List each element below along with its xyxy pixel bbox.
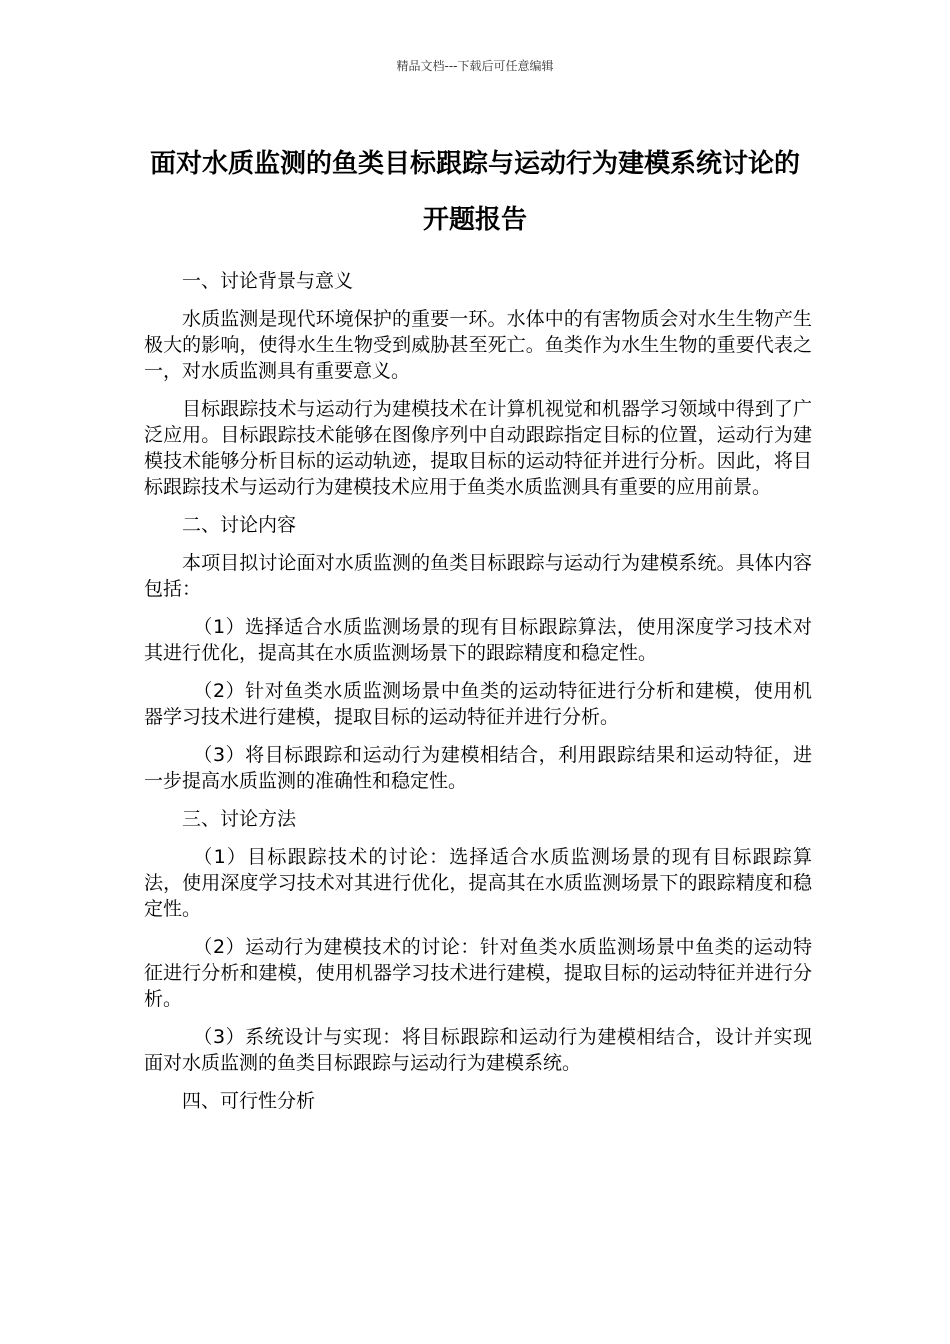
document-title: 面对水质监测的鱼类目标跟踪与运动行为建模系统讨论的开题报告 — [149, 149, 800, 235]
content-intro-paragraph: 本项目拟讨论面对水质监测的鱼类目标跟踪与运动行为建模系统。具体内容包括： — [144, 552, 812, 600]
content-list-item-1: （1）选择适合水质监测场景的现有目标跟踪算法，使用深度学习技术对其进行优化，提高其在水质监测场景下的跟踪精度和稳定性。 — [144, 616, 812, 664]
header-watermark: 精品文档---下载后可任意编辑 — [396, 59, 554, 73]
section-heading-content: 二、讨论内容 — [182, 514, 297, 536]
methods-list-item-2: （2）运动行为建模技术的讨论：针对鱼类水质监测场景中鱼类的运动特征进行分析和建模，使用机器学习技术进行建模，提取目标的运动特征并进行分析。 — [144, 936, 812, 1010]
content-list-item-3: （3）将目标跟踪和运动行为建模相结合，利用跟踪结果和运动特征，进一步提高水质监测的准确性和稳定性。 — [144, 744, 812, 792]
section-heading-methods: 三、讨论方法 — [182, 808, 297, 830]
content-list-item-2: （2）针对鱼类水质监测场景中鱼类的运动特征进行分析和建模，使用机器学习技术进行建模，提取目标的运动特征并进行分析。 — [144, 680, 812, 728]
document-body — [144, 268, 812, 1126]
methods-list-item-3: （3）系统设计与实现：将目标跟踪和运动行为建模相结合，设计并实现面对水质监测的鱼类目标跟踪与运动行为建模系统。 — [144, 1026, 812, 1074]
background-paragraph-1: 水质监测是现代环境保护的重要一环。水体中的有害物质会对水生生物产生极大的影响，使得水生生物受到威胁甚至死亡。鱼类作为水生生物的重要代表之一，对水质监测具有重要意义。 — [144, 308, 812, 382]
section-heading-feasibility: 四、可行性分析 — [182, 1090, 316, 1112]
section-heading-background: 一、讨论背景与意义 — [182, 270, 354, 292]
background-paragraph-2: 目标跟踪技术与运动行为建模技术在计算机视觉和机器学习领域中得到了广泛应用。目标跟踪技术能够在图像序列中自动跟踪指定目标的位置，运动行为建模技术能够分析目标的运动轨迹，提取目标的运动特征并进行分析。因此，将目标跟踪技术与运动行为建模技术应用于鱼类水质监测具有重要的应用前景。 — [144, 398, 812, 498]
methods-list-item-1: （1）目标跟踪技术的讨论：选择适合水质监测场景的现有目标跟踪算法，使用深度学习技术对其进行优化，提高其在水质监测场景下的跟踪精度和稳定性。 — [144, 846, 812, 920]
